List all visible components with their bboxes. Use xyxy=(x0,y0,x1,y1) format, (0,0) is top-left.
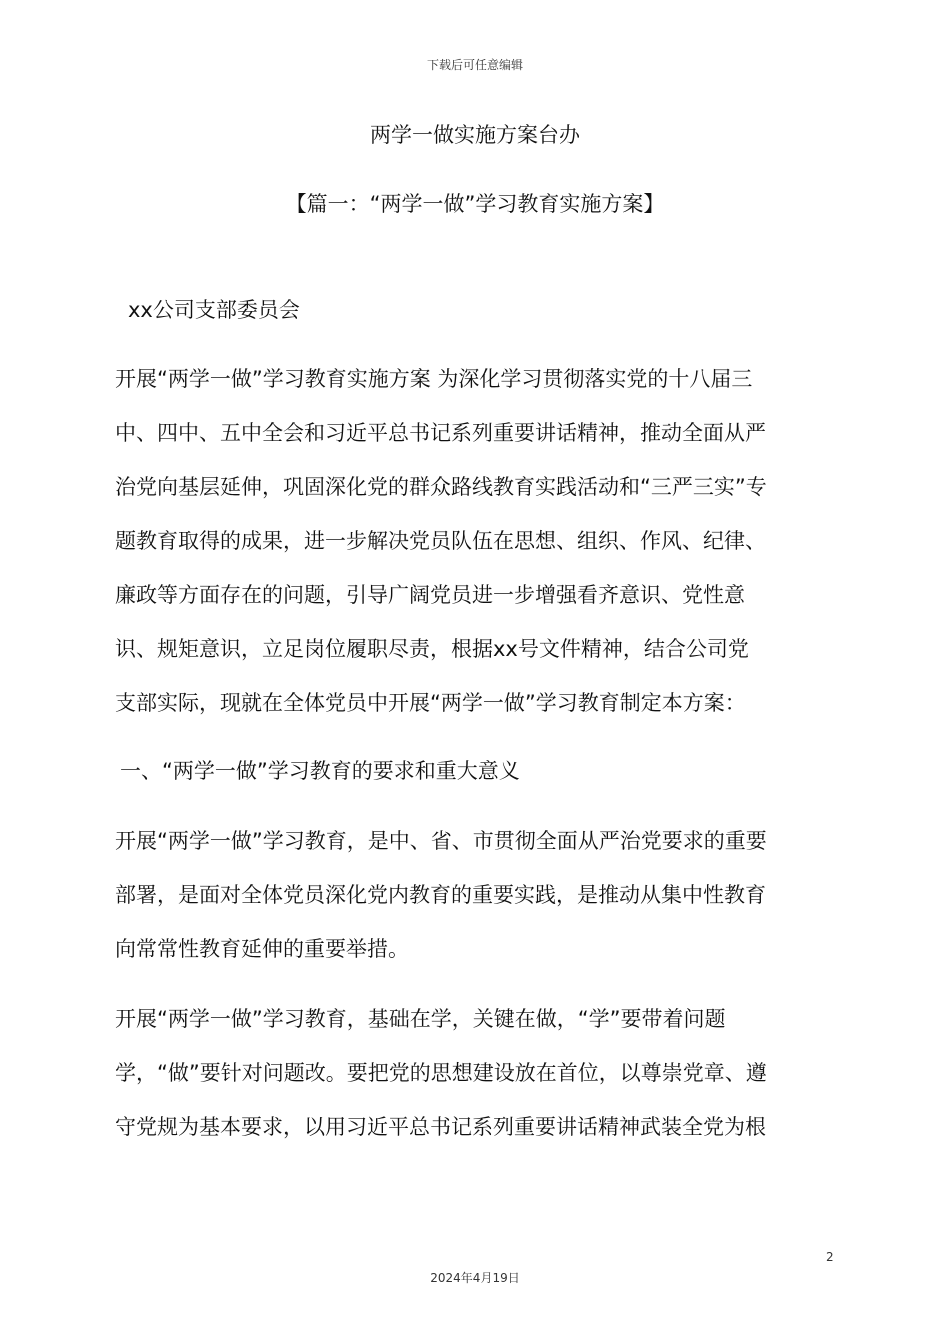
paragraph-line: 治党向基层延伸，巩固深化党的群众路线教育实践活动和“三严三实”专 xyxy=(115,475,767,499)
footer-date: 2024年4月19日 xyxy=(430,1271,520,1285)
paragraph-line: 学，“做”要针对问题改。要把党的思想建设放在首位，以尊崇党章、遵 xyxy=(115,1061,767,1085)
paragraph-line: 开展“两学一做”学习教育实施方案 为深化学习贯彻落实党的十八届三 xyxy=(115,367,753,391)
header-note: 下载后可任意编辑 xyxy=(426,58,523,72)
document-subtitle: 【篇一：“两学一做”学习教育实施方案】 xyxy=(285,192,665,216)
document-title: 两学一做实施方案台办 xyxy=(370,123,580,147)
paragraph-intro xyxy=(115,352,840,730)
paragraph-requirements xyxy=(115,992,840,1154)
paragraph-line: 支部实际，现就在全体党员中开展“两学一做”学习教育制定本方案： xyxy=(115,691,746,715)
paragraph-line: 中、四中、五中全会和习近平总书记系列重要讲话精神，推动全面从严 xyxy=(115,421,766,445)
paragraph-line: 廉政等方面存在的问题，引导广阔党员进一步增强看齐意识、党性意 xyxy=(115,583,745,607)
page-number: 2 xyxy=(826,1250,834,1264)
paragraph-line: 开展“两学一做”学习教育，是中、省、市贯彻全面从严治党要求的重要 xyxy=(115,829,767,853)
paragraph-significance xyxy=(115,814,840,976)
paragraph-line: 开展“两学一做”学习教育，基础在学，关键在做，“学”要带着问题 xyxy=(115,1007,726,1031)
paragraph-line: 识、规矩意识，立足岗位履职尽责，根据xx号文件精神，结合公司党 xyxy=(115,637,749,661)
paragraph-line: 向常常性教育延伸的重要举措。 xyxy=(115,937,409,961)
paragraph-line: 题教育取得的成果，进一步解决党员队伍在思想、组织、作风、纪律、 xyxy=(115,529,766,553)
paragraph-line: 守党规为基本要求，以用习近平总书记系列重要讲话精神武装全党为根 xyxy=(115,1115,766,1139)
section-heading: 一、“两学一做”学习教育的要求和重大意义 xyxy=(120,759,520,783)
paragraph-line: 部署，是面对全体党员深化党内教育的重要实践，是推动从集中性教育 xyxy=(115,883,766,907)
organization-name: xx公司支部委员会 xyxy=(128,298,300,322)
